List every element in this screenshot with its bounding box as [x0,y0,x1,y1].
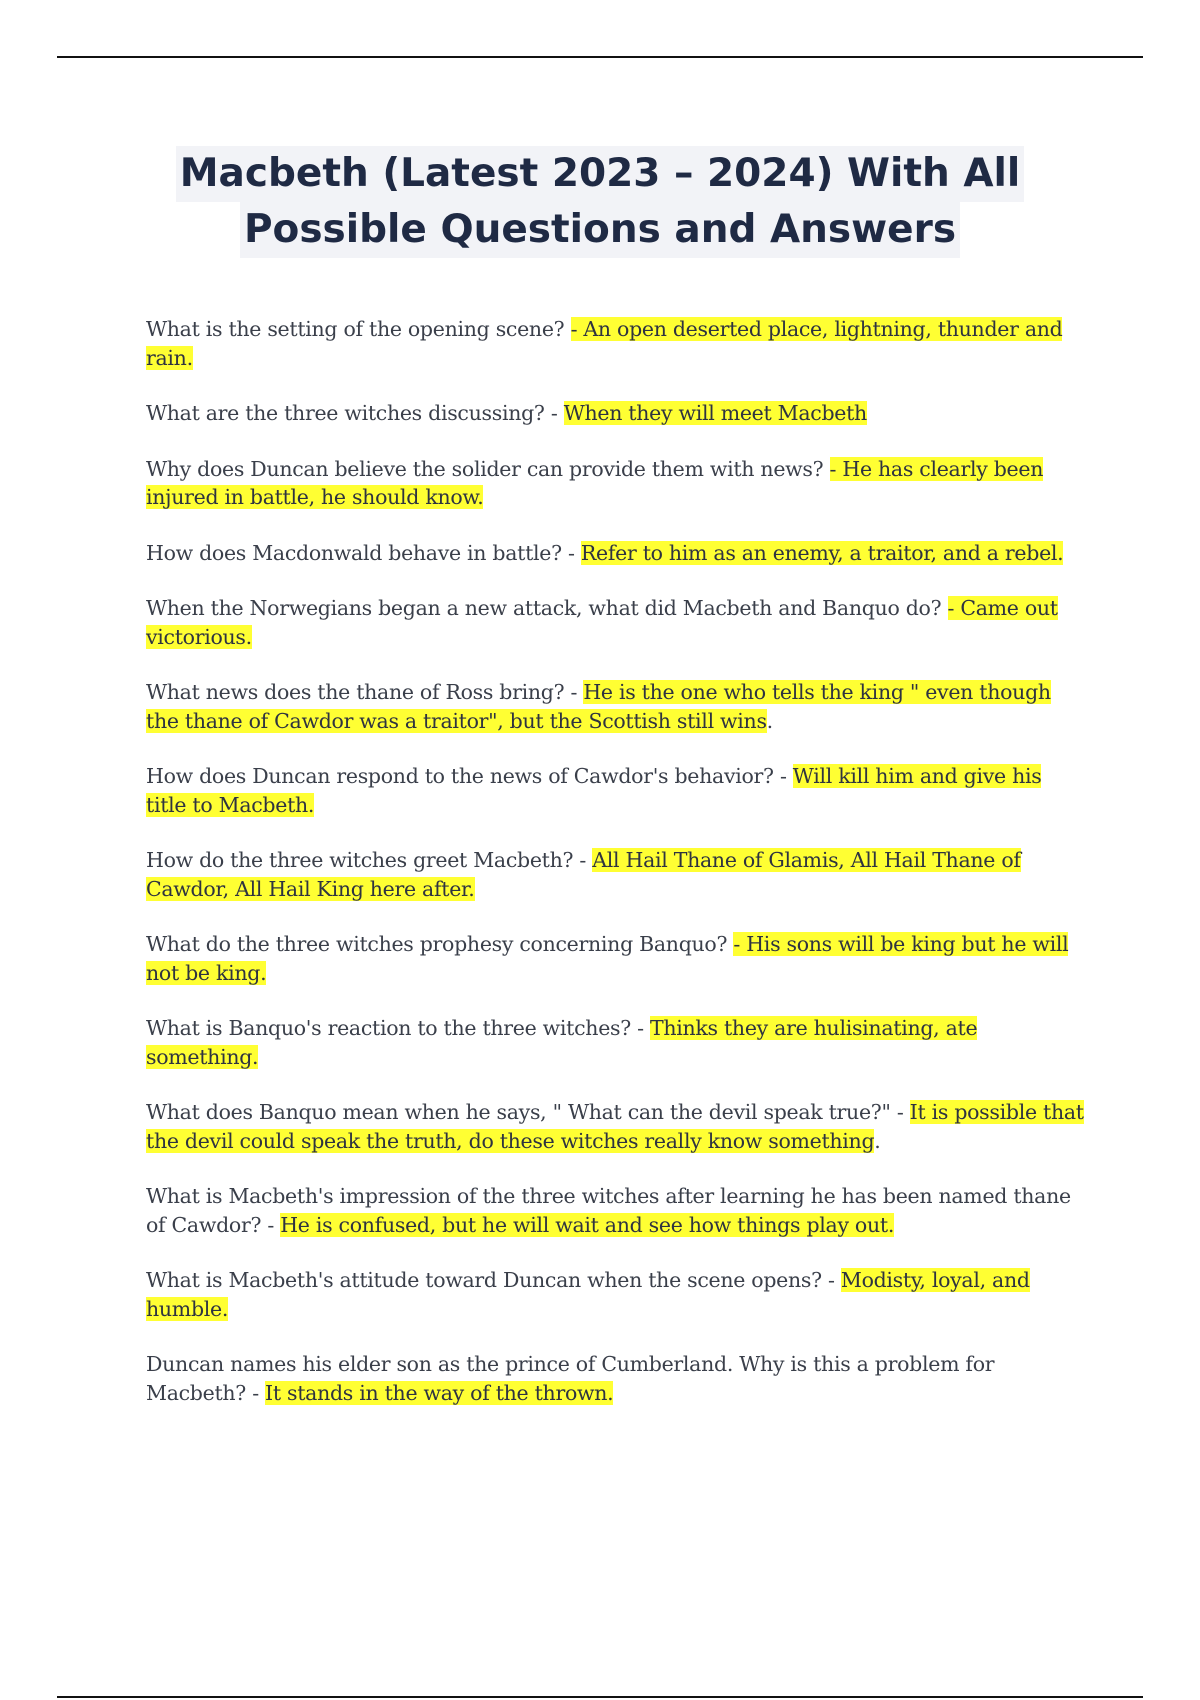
qa-item [146,399,1086,428]
question-text: What are the three witches discussing? [146,401,545,425]
qa-item [146,678,1086,735]
qa-item [146,594,1086,651]
question-text: How does Macdonwald behave in battle? [146,540,562,565]
document-title [0,146,1200,258]
qa-item [146,315,1086,372]
qa-separator: - [573,848,593,872]
qa-item [146,1182,1086,1239]
answer-text: He is confused, but he will wait and see how things play out. [280,1212,895,1237]
qa-item [146,930,1086,987]
question-text: What is the setting of the opening scene? [146,317,565,341]
title-line-1: Macbeth (Latest 2023 – 2024) With All [176,146,1025,202]
answer-text: - An open deserted place, lightning, thunder and rain. [146,317,1063,370]
trailing-punctuation: . [766,708,773,733]
question-text: How do the three witches greet Macbeth? [146,848,574,872]
qa-item [146,539,1086,568]
answer-text: - He has clearly been injured in battle, he should know. [146,456,1044,509]
answer-text: All Hail Thane of Glamis, All Hail Thane of Cawdor, All Hail King here after. [146,848,1021,901]
question-text: What does Banquo mean when he says, " What can the devil speak true?" [146,1100,891,1124]
qa-separator: - [821,1268,841,1292]
question-text: Why does Duncan believe the solider can provide them with news? [146,456,824,481]
answer-text: Modisty, loyal, and humble. [146,1268,1030,1321]
bottom-rule [57,1696,1143,1698]
qa-separator: - [245,1380,266,1405]
qa-separator: - [261,1212,281,1237]
question-text: What is Macbeth's attitude toward Duncan when the scene opens? [146,1268,822,1292]
qa-item [146,455,1086,512]
qa-list [146,315,1086,1434]
question-text: What is Macbeth's impression of the three witches after learning he has been named thane of Cawdor? [146,1184,1071,1237]
question-text: Duncan names his elder son as the prince of Cumberland. Why is this a problem for Macbeth? [146,1352,995,1405]
answer-text: It is possible that the devil could speak the truth, do these witches really know something [146,1100,1084,1153]
qa-separator: - [890,1100,910,1124]
answer-text: - Came out victorious. [146,596,1058,649]
qa-item [146,846,1086,903]
qa-item [146,1266,1086,1323]
answer-text: When they will meet Macbeth [563,401,867,425]
answer-text: It stands in the way of the thrown. [265,1380,614,1405]
trailing-punctuation: . [874,1128,881,1153]
qa-separator: - [630,1016,650,1040]
question-text: What news does the thane of Ross bring? [146,680,565,704]
qa-item [146,1014,1086,1071]
answer-text: - His sons will be king but he will not be king. [146,932,1069,985]
title-line-2: Possible Questions and Answers [240,202,960,258]
top-rule [57,56,1143,58]
question-text: What do the three witches prophesy concerning Banquo? [146,932,728,956]
qa-separator: - [564,680,584,704]
qa-separator: - [773,764,793,788]
answer-text: Thinks they are hulisinating, ate something. [146,1016,978,1069]
qa-item [146,1098,1086,1155]
qa-item [146,1350,1086,1407]
answer-text: He is the one who tells the king " even though the thane of Cawdor was a traitor", but the Scottish still wins [146,680,1051,733]
qa-item [146,762,1086,819]
answer-text: Will kill him and give his title to Macbeth. [146,764,1042,817]
qa-separator: - [544,401,564,425]
question-text: How does Duncan respond to the news of Cawdor's behavior? [146,764,774,788]
question-text: When the Norwegians began a new attack, what did Macbeth and Banquo do? [146,596,942,620]
question-text: What is Banquo's reaction to the three witches? [146,1016,631,1040]
answer-text: Refer to him as an enemy, a traitor, and a rebel. [580,540,1064,565]
qa-separator: - [561,540,581,565]
